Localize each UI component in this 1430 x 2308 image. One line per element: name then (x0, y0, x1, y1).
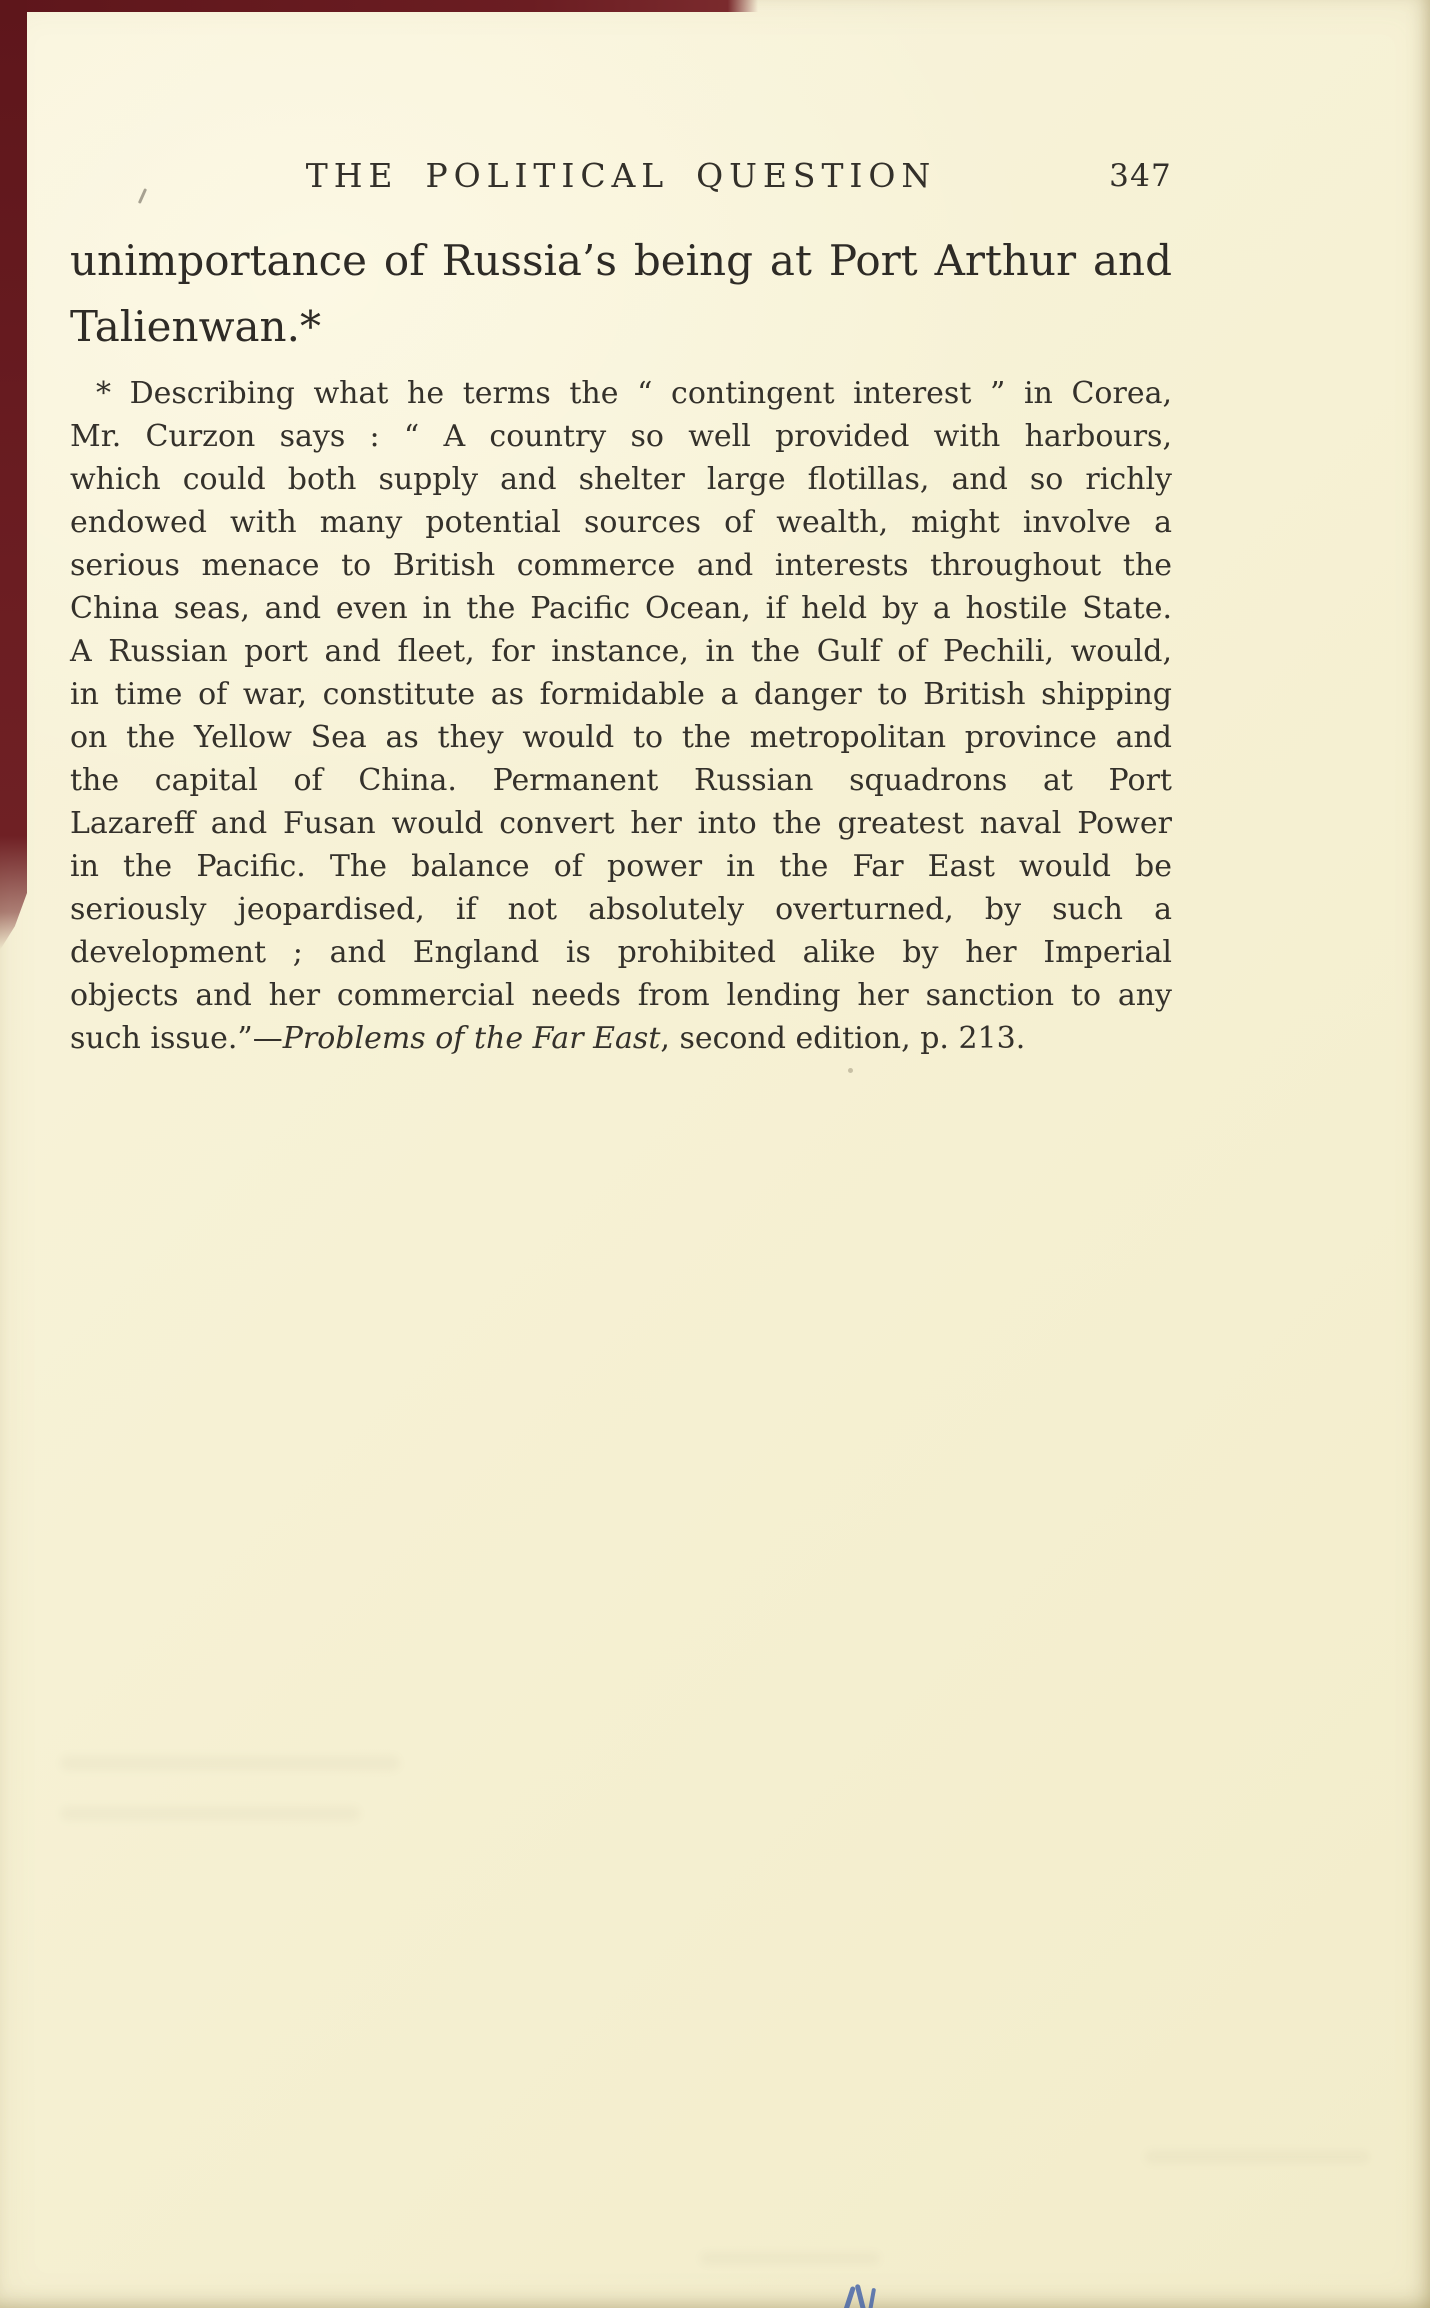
citation-title: Problems of the Far East (282, 1021, 661, 1056)
footnote-line: the capital of China. Permanent Russian squadrons at Port (70, 763, 1172, 798)
bleedthrough-smudge (60, 1806, 360, 1821)
footnote-line: objects and her commercial needs from lending her sanction to any (70, 978, 1172, 1013)
footnote-line: A Russian port and fleet, for instance, in the Gulf of Pechili, would, (70, 634, 1172, 669)
running-header (70, 156, 1172, 200)
page-number: 347 (1109, 158, 1172, 194)
footnote-line: serious menace to British commerce and interests throughout the (70, 548, 1172, 583)
footnote-line: Lazareff and Fusan would convert her into the greatest naval Power (70, 806, 1172, 841)
bleedthrough-smudge (60, 1755, 400, 1771)
bleedthrough-smudge (700, 2252, 880, 2265)
footnote-line: China seas, and even in the Pacific Ocean, if held by a hostile State. (70, 591, 1172, 626)
footnote-citation-line (70, 1017, 1172, 1060)
footnote-line: * Describing what he terms the “ contingent interest ” in Corea, (96, 376, 1172, 411)
footnote-line: Mr. Curzon says : “ A country so well provided with harbours, (70, 419, 1172, 454)
body-paragraph (70, 228, 1172, 360)
scan-speck (848, 1068, 853, 1073)
footnote-line: which could both supply and shelter large flotillas, and so richly (70, 462, 1172, 497)
bleedthrough-smudge (1145, 2150, 1370, 2164)
text-line: Talienwan.* (70, 302, 321, 351)
header-title: THE POLITICAL QUESTION (305, 156, 937, 195)
footnote-line: endowed with many potential sources of wealth, might involve a (70, 505, 1172, 540)
footnote-line: on the Yellow Sea as they would to the metropolitan province and (70, 720, 1172, 755)
footnote-line: in the Pacific. The balance of power in the Far East would be (70, 849, 1172, 884)
text-line: unimportance of Russia’s being at Port Arthur and (70, 236, 1172, 285)
footnote-line: seriously jeopardised, if not absolutely overturned, by such a (70, 892, 1172, 927)
binding-edge-left (0, 0, 27, 950)
citation-prefix: such issue.”— (70, 1021, 283, 1056)
footnote (70, 372, 1172, 1060)
binding-edge-top (0, 0, 758, 12)
footnote-line: in time of war, constitute as formidable a danger to British shipping (70, 677, 1172, 712)
footnote-line: development ; and England is prohibited alike by her Imperial (70, 935, 1172, 970)
citation-suffix: , second edition, p. 213. (660, 1021, 1026, 1056)
blue-ink-mark (843, 2282, 887, 2308)
